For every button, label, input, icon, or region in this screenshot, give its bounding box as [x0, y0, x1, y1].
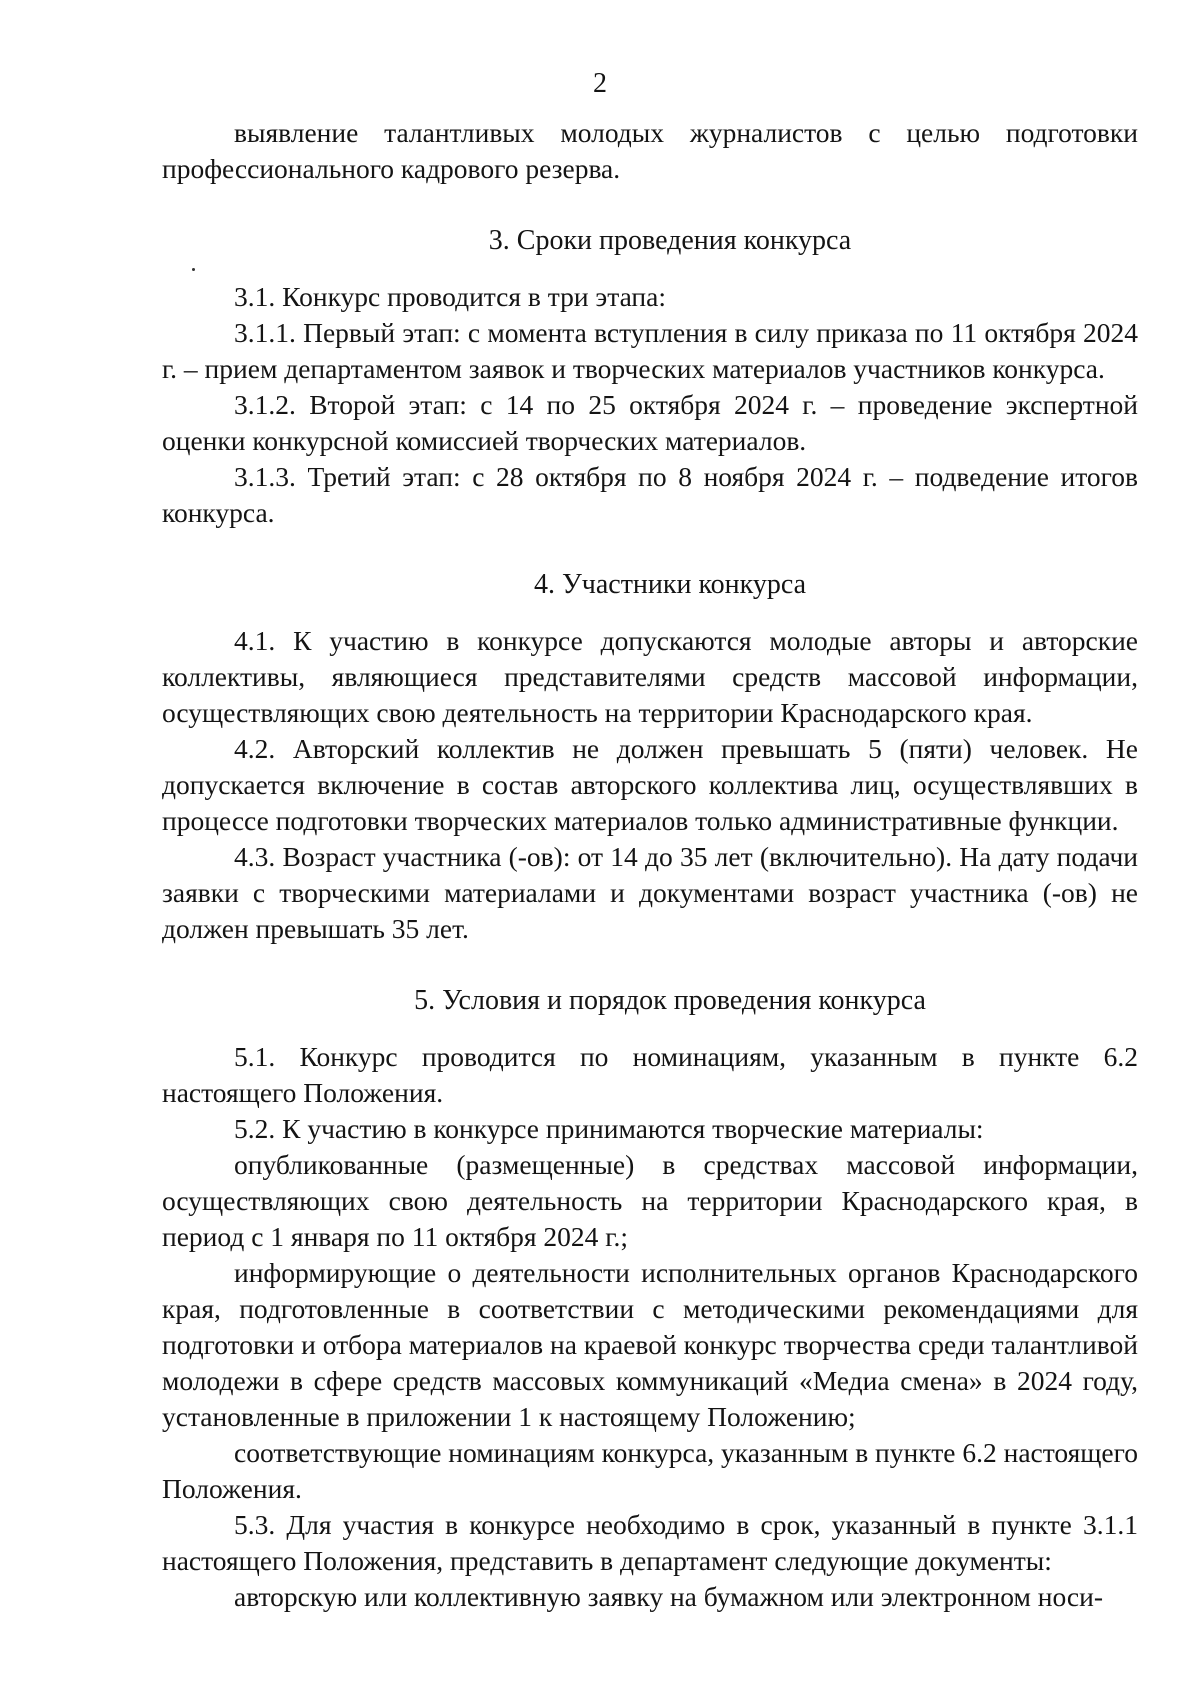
section-5-paragraph: 5.3. Для участия в конкурсе необходимо в срок, указанный в пункте 3.1.1 настоящего Положения, представить в департамент следующие документы:	[162, 1509, 1138, 1576]
spacer	[162, 947, 1138, 983]
section-3-heading: 3. Сроки проведения конкурса	[488, 225, 852, 256]
section-5-paragraph: 5.2. К участию в конкурсе принимаются творческие материалы:	[234, 1113, 984, 1144]
section-5-paragraph: информирующие о деятельности исполнительных органов Краснодарского края, подготовленные в соответствии с методическими рекомендациями для подготовки и отбора материалов на краевой конкурс творчества среди талантливой молодежи в сфере средств массовых коммуникаций «Медиа смена» в 2024 году, установленные в приложении 1 к настоящему Положению;	[162, 1257, 1138, 1432]
section-5-paragraph: соответствующие номинациям конкурса, указанным в пункте 6.2 настоящего Положения.	[162, 1437, 1138, 1504]
spacer	[162, 531, 1138, 567]
section-3-paragraph: 3.1.1. Первый этап: с момента вступления в силу приказа по 11 октября 2024 г. – прием департаментом заявок и творческих материалов участников конкурса.	[162, 317, 1138, 384]
section-5-heading: 5. Условия и порядок проведения конкурса	[414, 985, 926, 1016]
section-4-paragraph: 4.1. К участию в конкурсе допускаются молодые авторы и авторские коллективы, являющиеся представителями средств массовой информации, осуществляющих свою деятельность на территории Краснодарского края.	[162, 625, 1138, 728]
section-5-paragraph: 5.1. Конкурс проводится по номинациям, указанным в пункте 6.2 настоящего Положения.	[162, 1041, 1138, 1108]
spacer	[162, 1019, 1138, 1039]
spacer	[162, 259, 1138, 279]
section-3-paragraph: 3.1. Конкурс проводится в три этапа:	[234, 281, 666, 312]
section-3-paragraph: 3.1.2. Второй этап: с 14 по 25 октября 2024 г. – проведение экспертной оценки конкурсной комиссией творческих материалов.	[162, 389, 1138, 456]
section-5-paragraph: опубликованные (размещенные) в средствах массовой информации, осуществляющих свою деятельность на территории Краснодарского края, в период с 1 января по 11 октября 2024 г.;	[162, 1149, 1138, 1252]
spacer	[162, 603, 1138, 623]
section-4-heading: 4. Участники конкурса	[533, 569, 807, 600]
section-3-paragraph: 3.1.3. Третий этап: с 28 октября по 8 ноября 2024 г. – подведение итогов конкурса.	[162, 461, 1138, 528]
intro-paragraph: выявление талантливых молодых журналистов с целью подготовки профессионального кадрового резерва.	[162, 117, 1138, 184]
page-number: 2	[593, 68, 607, 99]
section-5-paragraph: авторскую или коллективную заявку на бумажном или электронном носи-	[234, 1581, 1104, 1612]
section-4-paragraph: 4.3. Возраст участника (-ов): от 14 до 35 лет (включительно). На дату подачи заявки с творческими материалами и документами возраст участника (-ов) не должен превышать 35 лет.	[162, 841, 1138, 944]
section-4-paragraph: 4.2. Авторский коллектив не должен превышать 5 (пяти) человек. Не допускается включение в состав авторского коллектива лиц, осуществлявших в процессе подготовки творческих материалов только административные функции.	[162, 733, 1138, 836]
document-body	[162, 115, 1138, 1615]
spacer	[162, 187, 1138, 223]
